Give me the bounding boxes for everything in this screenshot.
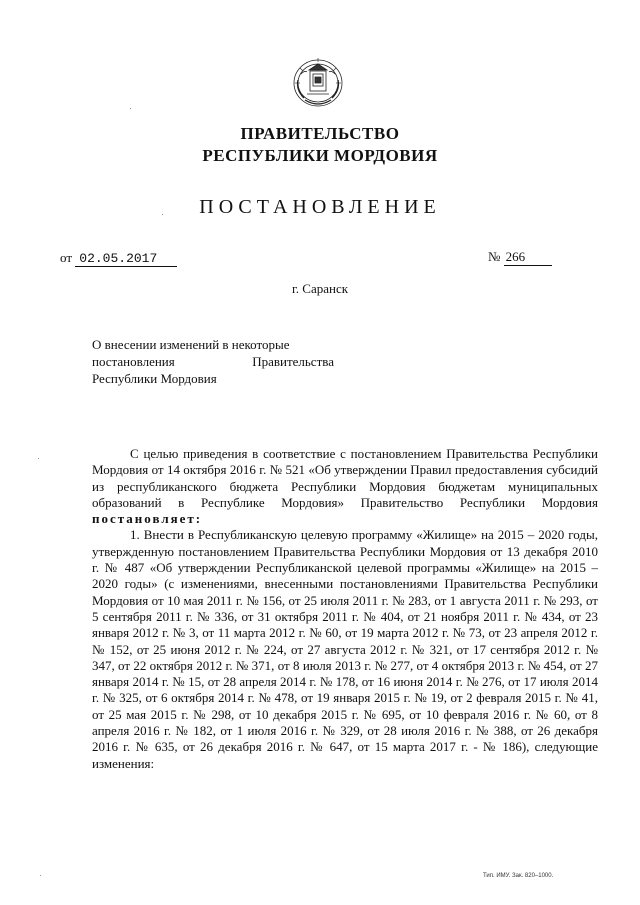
city: г. Саранск bbox=[291, 281, 349, 296]
document-type: ПОСТАНОВЛЕНИЕ bbox=[199, 196, 441, 218]
paragraph-2: 1. Внести в Республиканскую целевую программу «Жилище» на 2015 – 2020 годы, утвержденную постановлением Правительства Республики Мордовия от 13 декабря 2010 г. № 487 «Об утверждении Республиканской целевой программы «Жилище» на 2015 – 2020 годы» (с изменениями, внесенными постановлениями Правительства Республики Мордовия от 10 мая 2011 г. № 156, от 25 июля 2011 г. № 283, от 1 августа 2011 г. № 293, от 5 сентября 2011 г. № 336, от 31 октября 2011 г. № 404, от 21 ноября 2011 г. № 434, от 23 января 2012 г. № 3, от 11 марта 2012 г. № 60, от 19 марта 2012 г. № 73, от 23 апреля 2012 г. № 152, от 25 июня 2012 г. № 224, от 27 августа 2012 г. № 321, от 17 сентября 2012 г. № 347, от 22 октября 2012 г. № 371, от 8 июля 2013 г. № 277, от 4 октября 2013 г. № 454, от 27 января 2014 г. № 15, от 28 апреля 2014 г. № 178, от 16 июня 2014 г. № 276, от 17 июля 2014 г. № 325, от 6 октября 2014 г. № 478, от 19 января 2015 г. № 19, от 2 февраля 2015 г. № 41, от 25 мая 2015 г. № 298, от 10 декабря 2015 г. № 695, от 10 февраля 2016 г. № 60, от 8 апреля 2016 г. № 182, от 1 июля 2016 г. № 329, от 28 июля 2016 г. № 388, от 26 декабря 2016 г. № 635, от 26 декабря 2016 г. № 647, от 15 марта 2017 г. - № 186), следующие изменения: bbox=[92, 527, 598, 771]
subject-line2 bbox=[92, 353, 334, 370]
subject-line2-b: Правительства bbox=[252, 354, 334, 369]
date-prefix: от bbox=[60, 250, 73, 265]
scan-speck bbox=[162, 214, 163, 215]
document-date: 02.05.2017 bbox=[75, 251, 177, 267]
scan-speck bbox=[130, 108, 131, 109]
mordovia-coat-of-arms-icon bbox=[287, 50, 349, 112]
scan-speck bbox=[38, 458, 39, 459]
scan-speck bbox=[40, 875, 41, 876]
document-number: 266 bbox=[504, 249, 552, 266]
number-prefix: № bbox=[488, 249, 501, 264]
number-line bbox=[488, 249, 552, 266]
subject-line1: О внесении изменений в некоторые bbox=[92, 337, 290, 352]
document-subject bbox=[92, 336, 352, 387]
document-body bbox=[92, 446, 598, 772]
government-title-line2: РЕСПУБЛИКИ МОРДОВИЯ bbox=[202, 146, 438, 165]
paragraph-1 bbox=[92, 446, 598, 527]
resolution-keyword: постановляет: bbox=[92, 511, 203, 527]
paragraph-1-text: С целью приведения в соответствие с постановлением Правительства Республики Мордовия от 14 октября 2016 г. № 521 «Об утверждении Правил предоставления субсидий из республиканского бюджета Республики Мордовия бюджетам муниципальных образований в Республике Мордовия» Правительство Республики Мордовия bbox=[92, 446, 598, 510]
subject-line3: Республики Мордовия bbox=[92, 371, 217, 386]
subject-line2-a: постановления bbox=[92, 354, 175, 369]
print-mark: Тип. ИМУ. Зак. 820–1000. bbox=[483, 873, 554, 879]
government-title-line1: ПРАВИТЕЛЬСТВО bbox=[240, 124, 400, 143]
date-line bbox=[60, 250, 177, 267]
